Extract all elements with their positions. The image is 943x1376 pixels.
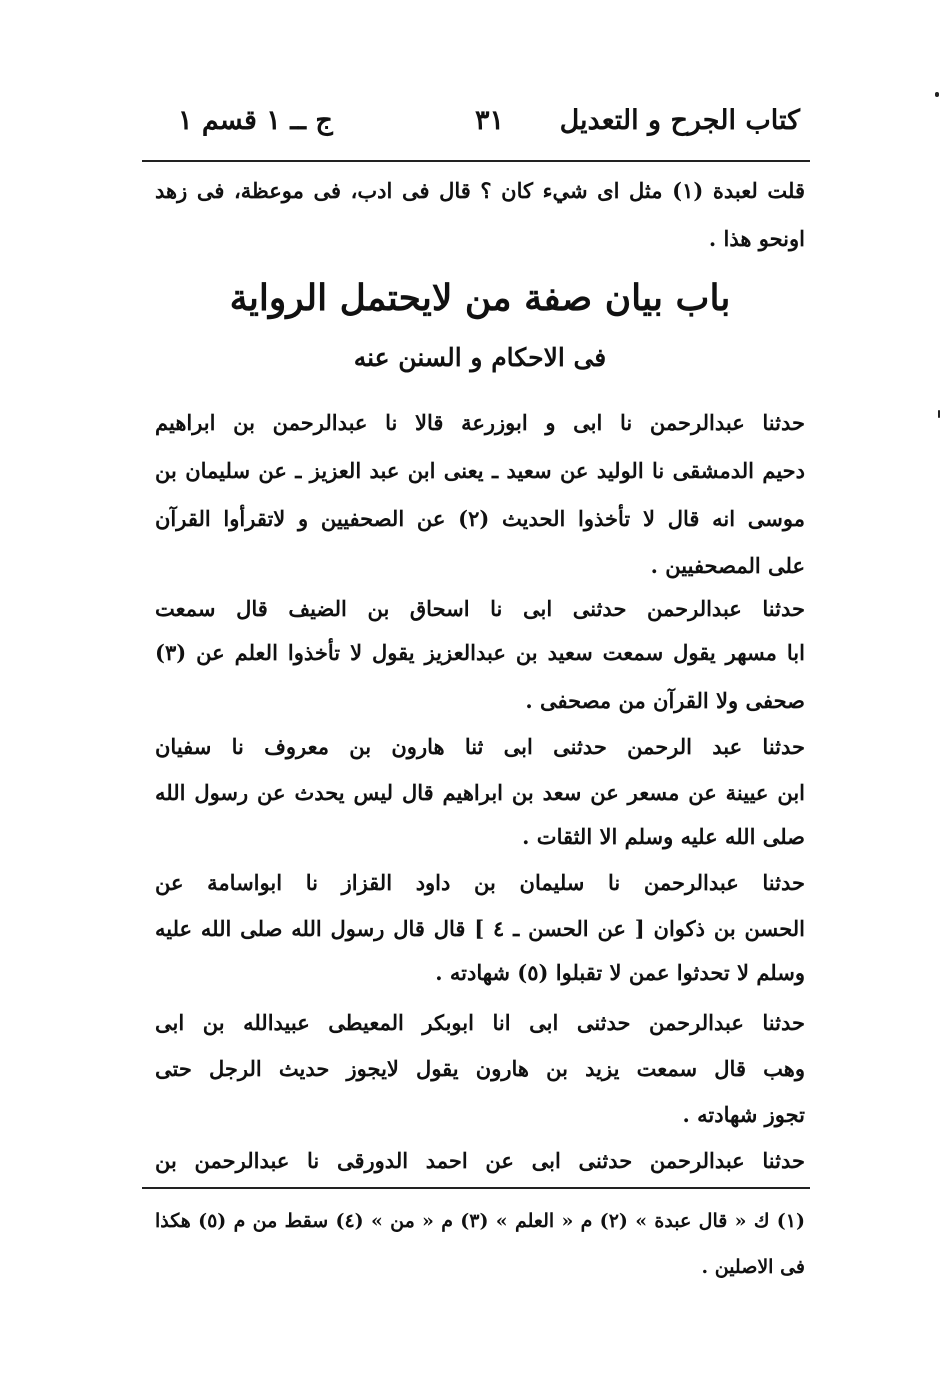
footnote-rule xyxy=(142,1187,810,1189)
body-line: على المصحفيين . xyxy=(650,553,805,578)
footnote-line-2: فى الاصلين . xyxy=(701,1256,805,1278)
body-line: حدثنا عبد الرحمن حدثنى ابى ثنا هارون بن معروف نا سفيان xyxy=(155,734,805,759)
body-line: دحيم الدمشقى نا الوليد عن سعيد ـ يعنى ابن عبد العزيز ـ عن سليمان بن xyxy=(155,458,805,483)
running-header xyxy=(160,105,800,155)
body-line: تجوز شهادته . xyxy=(682,1102,805,1127)
body-line: ابن عيينة عن مسعر عن سعد بن ابراهيم قال ليس يحدث عن رسول الله xyxy=(155,780,805,805)
scan-speck xyxy=(935,92,939,97)
body-line: حدثنا عبدالرحمن حدثنى ابى نا اسحاق بن الضيف قال سمعت xyxy=(155,596,805,621)
intro-line-2: اونحو هذا . xyxy=(708,226,805,251)
chapter-title: باب بيان صفة من لايحتمل الرواية xyxy=(229,277,731,319)
intro-line-1: قلت لعبدة (١) مثل اى شيء كان ؟ قال فى ادب، فى موعظة، فى زهد xyxy=(155,178,805,203)
page-number: ٣١ xyxy=(475,105,505,136)
body-line: صحفى ولا القرآن من مصحفى . xyxy=(525,688,805,713)
body-line: حدثنا عبدالرحمن نا ابى و ابوزرعة قالا نا عبدالرحمن بن ابراهيم xyxy=(155,410,805,435)
body-line: حدثنا عبدالرحمن حدثنى ابى عن احمد الدورقى نا عبدالرحمن بن xyxy=(155,1148,805,1173)
footnote-line-1: (١) ك « قال عبدة » (٢) م « العلم » (٣) م « من » (٤) سقط من م (٥) هكذا xyxy=(155,1210,805,1232)
body-line: وسلم لا تحدثوا عمن لا تقبلوا (٥) شهادته . xyxy=(435,960,805,985)
volume-label: ج ــ ١ قسم ١ xyxy=(178,105,333,136)
header-rule xyxy=(142,160,810,162)
book-title: كتاب الجرح و التعديل xyxy=(559,105,800,136)
scan-speck xyxy=(938,410,940,418)
chapter-subtitle: فى الاحكام و السنن عنه xyxy=(353,343,607,372)
body-line: حدثنا عبدالرحمن نا سليمان بن داود القزاز نا ابواسامة عن xyxy=(155,870,805,895)
body-line: صلى الله عليه وسلم الا الثقات . xyxy=(522,824,805,849)
body-line: الحسن بن ذكوان [ عن الحسن ـ ٤ ] قال قال رسول الله صلى الله عليه xyxy=(155,916,805,941)
body-line: وهب قال سمعت يزيد بن هارون يقول لايجوز حديث الرجل حتى xyxy=(155,1056,805,1081)
body-line: حدثنا عبدالرحمن حدثنى ابى انا ابوبكر المعيطى عبيدالله بن ابى xyxy=(155,1010,805,1035)
body-line: موسى انه قال لا تأخذوا الحديث (٢) عن الصحفيين و لاتقرأوا القرآن xyxy=(155,506,805,531)
body-line: ابا مسهر يقول سمعت سعيد بن عبدالعزيز يقول لا تأخذوا العلم عن (٣) xyxy=(155,640,805,665)
